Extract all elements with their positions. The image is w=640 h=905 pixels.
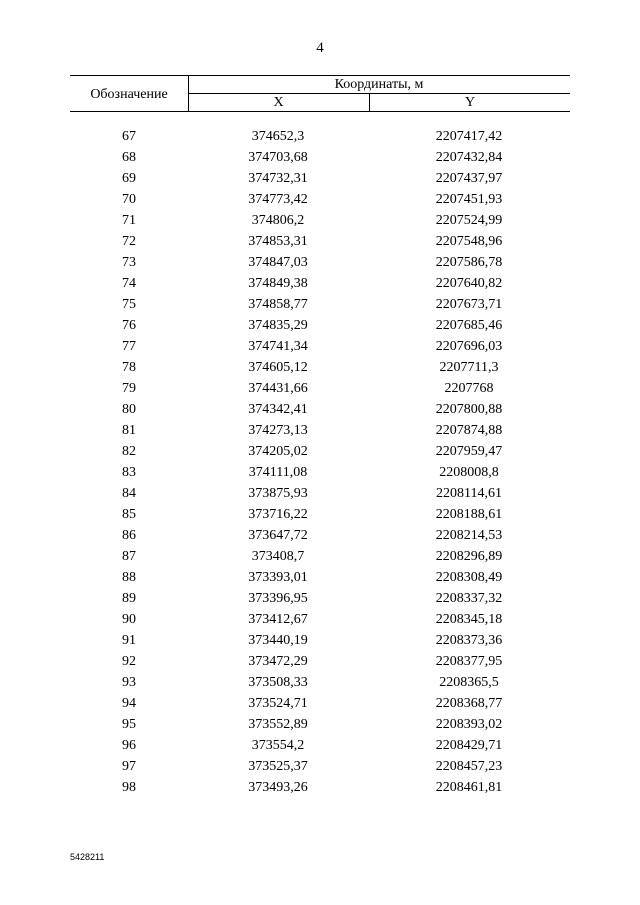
point-id-cell: 92 <box>122 654 136 669</box>
point-id-cell: 70 <box>122 192 136 207</box>
y-coordinate-cell: 2207640,82 <box>435 276 503 291</box>
y-coordinate-cell: 2208368,77 <box>435 696 503 711</box>
x-coordinate-cell: 373647,72 <box>248 528 308 543</box>
x-coordinate-cell: 373554,2 <box>251 738 305 753</box>
x-coordinate-cell: 373525,37 <box>248 759 308 774</box>
header-coordinates: Координаты, м <box>334 77 424 92</box>
point-id-cell: 74 <box>122 276 136 291</box>
header-y: Y <box>464 95 476 110</box>
point-id-cell: 97 <box>122 759 136 774</box>
y-coordinate-cell: 2208373,36 <box>435 633 503 648</box>
y-coordinate-cell: 2208457,23 <box>435 759 503 774</box>
y-coordinate-cell: 2207685,46 <box>435 318 503 333</box>
table-row <box>70 588 570 609</box>
x-coordinate-cell: 373493,26 <box>248 780 308 795</box>
y-coordinate-cell: 2207432,84 <box>435 150 503 165</box>
y-coordinate-cell: 2207874,88 <box>435 423 503 438</box>
point-id-cell: 91 <box>122 633 136 648</box>
x-coordinate-cell: 373472,29 <box>248 654 308 669</box>
x-coordinate-cell: 374849,38 <box>248 276 308 291</box>
header-top-rule <box>70 75 570 76</box>
table-row <box>70 336 570 357</box>
point-id-cell: 88 <box>122 570 136 585</box>
table-row <box>70 126 570 147</box>
x-coordinate-cell: 374806,2 <box>251 213 305 228</box>
point-id-cell: 76 <box>122 318 136 333</box>
table-row <box>70 672 570 693</box>
table-row <box>70 357 570 378</box>
y-coordinate-cell: 2207586,78 <box>435 255 503 270</box>
point-id-cell: 82 <box>122 444 136 459</box>
y-coordinate-cell: 2207548,96 <box>435 234 503 249</box>
table-row <box>70 315 570 336</box>
y-coordinate-cell: 2208345,18 <box>435 612 503 627</box>
point-id-cell: 90 <box>122 612 136 627</box>
y-coordinate-cell: 2208337,32 <box>435 591 503 606</box>
table-row <box>70 441 570 462</box>
point-id-cell: 79 <box>122 381 136 396</box>
x-coordinate-cell: 374853,31 <box>248 234 308 249</box>
x-coordinate-cell: 374703,68 <box>248 150 308 165</box>
y-coordinate-cell: 2208429,71 <box>435 738 503 753</box>
header-sub-rule <box>188 93 570 94</box>
y-coordinate-cell: 2207417,42 <box>435 129 503 144</box>
y-coordinate-cell: 2207451,93 <box>435 192 503 207</box>
coordinates-table-body <box>70 126 570 798</box>
point-id-cell: 72 <box>122 234 136 249</box>
x-coordinate-cell: 374732,31 <box>248 171 308 186</box>
y-coordinate-cell: 2207711,3 <box>439 360 499 375</box>
x-coordinate-cell: 374205,02 <box>248 444 308 459</box>
point-id-cell: 78 <box>122 360 136 375</box>
x-coordinate-cell: 373524,71 <box>248 696 308 711</box>
y-coordinate-cell: 2208214,53 <box>435 528 503 543</box>
y-coordinate-cell: 2208365,5 <box>439 675 499 690</box>
x-coordinate-cell: 374342,41 <box>248 402 308 417</box>
point-id-cell: 77 <box>122 339 136 354</box>
point-id-cell: 81 <box>122 423 136 438</box>
table-row <box>70 189 570 210</box>
header-x: X <box>273 95 284 110</box>
point-id-cell: 80 <box>122 402 136 417</box>
y-coordinate-cell: 2208461,81 <box>435 780 503 795</box>
table-row <box>70 651 570 672</box>
table-row <box>70 546 570 567</box>
table-row <box>70 399 570 420</box>
table-row <box>70 735 570 756</box>
point-id-cell: 87 <box>122 549 136 564</box>
coordinates-table <box>70 126 570 798</box>
table-row <box>70 273 570 294</box>
x-coordinate-cell: 373412,67 <box>248 612 308 627</box>
y-coordinate-cell: 2208393,02 <box>435 717 503 732</box>
x-coordinate-cell: 374835,29 <box>248 318 308 333</box>
point-id-cell: 83 <box>122 465 136 480</box>
point-id-cell: 71 <box>122 213 136 228</box>
x-coordinate-cell: 373440,19 <box>248 633 308 648</box>
table-row <box>70 525 570 546</box>
point-id-cell: 93 <box>122 675 136 690</box>
point-id-cell: 89 <box>122 591 136 606</box>
x-coordinate-cell: 374858,77 <box>248 297 308 312</box>
y-coordinate-cell: 2208008,8 <box>439 465 499 480</box>
point-id-cell: 96 <box>122 738 136 753</box>
y-coordinate-cell: 2207673,71 <box>435 297 503 312</box>
point-id-cell: 85 <box>122 507 136 522</box>
table-row <box>70 462 570 483</box>
y-coordinate-cell: 2208188,61 <box>435 507 503 522</box>
point-id-cell: 67 <box>122 129 136 144</box>
y-coordinate-cell: 2208308,49 <box>435 570 503 585</box>
point-id-cell: 94 <box>122 696 136 711</box>
y-coordinate-cell: 2207800,88 <box>435 402 503 417</box>
x-coordinate-cell: 374111,08 <box>248 465 308 480</box>
y-coordinate-cell: 2208296,89 <box>435 549 503 564</box>
point-id-cell: 69 <box>122 171 136 186</box>
x-coordinate-cell: 374847,03 <box>248 255 308 270</box>
table-row <box>70 231 570 252</box>
x-coordinate-cell: 374273,13 <box>248 423 308 438</box>
table-row <box>70 420 570 441</box>
header-bottom-rule <box>70 111 570 112</box>
y-coordinate-cell: 2207524,99 <box>435 213 503 228</box>
x-coordinate-cell: 374741,34 <box>248 339 308 354</box>
x-coordinate-cell: 373716,22 <box>248 507 308 522</box>
point-id-cell: 98 <box>122 780 136 795</box>
table-row <box>70 714 570 735</box>
y-coordinate-cell: 2208377,95 <box>435 654 503 669</box>
y-coordinate-cell: 2207768 <box>444 381 494 396</box>
table-row <box>70 210 570 231</box>
y-coordinate-cell: 2207959,47 <box>435 444 503 459</box>
point-id-cell: 86 <box>122 528 136 543</box>
table-row <box>70 378 570 399</box>
point-id-cell: 73 <box>122 255 136 270</box>
y-coordinate-cell: 2207437,97 <box>435 171 503 186</box>
point-id-cell: 68 <box>122 150 136 165</box>
y-coordinate-cell: 2208114,61 <box>436 486 502 501</box>
table-row <box>70 756 570 777</box>
table-row <box>70 294 570 315</box>
x-coordinate-cell: 373396,95 <box>248 591 308 606</box>
table-row <box>70 630 570 651</box>
header-designation: Обозначение <box>90 87 168 102</box>
x-coordinate-cell: 374773,42 <box>248 192 308 207</box>
x-coordinate-cell: 374652,3 <box>251 129 305 144</box>
x-coordinate-cell: 373393,01 <box>248 570 308 585</box>
x-coordinate-cell: 373552,89 <box>248 717 308 732</box>
point-id-cell: 84 <box>122 486 136 501</box>
x-coordinate-cell: 373508,33 <box>248 675 308 690</box>
table-row <box>70 567 570 588</box>
x-coordinate-cell: 373875,93 <box>248 486 308 501</box>
table-row <box>70 777 570 798</box>
point-id-cell: 75 <box>122 297 136 312</box>
table-row <box>70 504 570 525</box>
table-row <box>70 693 570 714</box>
table-row <box>70 252 570 273</box>
y-coordinate-cell: 2207696,03 <box>435 339 503 354</box>
table-row <box>70 147 570 168</box>
table-row <box>70 168 570 189</box>
page-number: 4 <box>316 40 324 56</box>
x-coordinate-cell: 374605,12 <box>248 360 308 375</box>
footer-code: 5428211 <box>70 852 105 862</box>
table-row <box>70 609 570 630</box>
x-coordinate-cell: 374431,66 <box>248 381 308 396</box>
table-row <box>70 483 570 504</box>
point-id-cell: 95 <box>122 717 136 732</box>
x-coordinate-cell: 373408,7 <box>251 549 305 564</box>
